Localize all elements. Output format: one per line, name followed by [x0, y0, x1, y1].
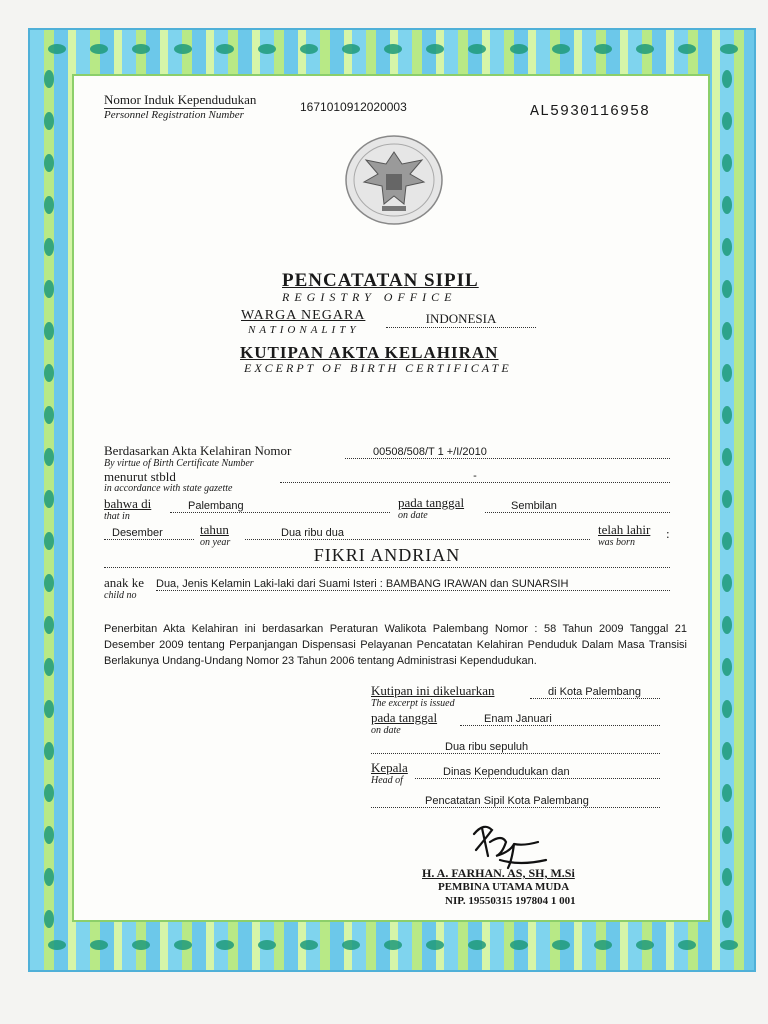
- border-ornament: [90, 44, 108, 54]
- border-ornament: [174, 940, 192, 950]
- border-ornament: [132, 44, 150, 54]
- border-ornament: [722, 406, 732, 424]
- border-ornament: [44, 238, 54, 256]
- birth-year-label: tahun: [200, 522, 229, 537]
- border-ornament: [552, 44, 570, 54]
- birth-date-label-en: on date: [398, 510, 428, 521]
- border-ornament: [44, 490, 54, 508]
- border-ornament: [44, 280, 54, 298]
- border-ornament: [44, 574, 54, 592]
- border-ornament: [636, 44, 654, 54]
- border-ornament: [44, 364, 54, 382]
- office-title: PENCATATAN SIPIL: [282, 270, 479, 291]
- border-ornament: [300, 940, 318, 950]
- border-ornament: [468, 940, 486, 950]
- office-title-en: REGISTRY OFFICE: [282, 290, 457, 304]
- birth-day: Sembilan: [485, 500, 670, 513]
- border-ornament: [48, 44, 66, 54]
- cert-number-label-en: By virtue of Birth Certificate Number: [104, 458, 254, 469]
- border-ornament: [44, 616, 54, 634]
- nik-value: 1671010912020003: [300, 100, 407, 114]
- border-ornament: [636, 940, 654, 950]
- border-ornament: [468, 44, 486, 54]
- border-ornament: [44, 742, 54, 760]
- signatory-rank: PEMBINA UTAMA MUDA: [438, 881, 570, 893]
- border-ornament: [722, 826, 732, 844]
- place-label: bahwa di: [104, 496, 152, 511]
- serial-number: AL5930116958: [530, 103, 651, 120]
- nik-label: Nomor Induk Kependudukan: [104, 92, 257, 107]
- border-ornament: [48, 940, 66, 950]
- issue-date: Enam Januari: [460, 713, 660, 726]
- signatory-nip: NIP. 19550315 197804 1 001: [445, 895, 576, 907]
- border-ornament: [722, 238, 732, 256]
- legal-basis-paragraph: Penerbitan Akta Kelahiran ini berdasarkan Peraturan Walikota Palembang Nomor : 58 Tahun 2009 Tanggal 21 Desember 2009 tentang Perpanjangan Dispensasi Pelayanan Pencatatan Kelahiran Penduduk Dalam Masa Transisi Berlakunya Undang-Undang Nomor 23 Tahun 2006 tentang Administrasi Kependudukan.: [104, 623, 687, 667]
- issued-label-en: The excerpt is issued: [371, 698, 455, 709]
- border-ornament: [678, 44, 696, 54]
- nik-label-en: Personnel Registration Number: [104, 109, 244, 121]
- stbld-value: -: [280, 470, 670, 483]
- border-ornament: [44, 532, 54, 550]
- child-no-label-en: child no: [104, 590, 137, 601]
- border-ornament: [342, 940, 360, 950]
- birth-month: Desember: [104, 527, 194, 540]
- issued-label: Kutipan ini dikeluarkan: [371, 683, 495, 698]
- border-ornament: [594, 44, 612, 54]
- border-ornament: [216, 44, 234, 54]
- border-ornament: [44, 826, 54, 844]
- border-ornament: [258, 940, 276, 950]
- border-ornament: [722, 322, 732, 340]
- border-ornament: [44, 112, 54, 130]
- cert-number-value: 00508/508/T 1 +/I/2010: [345, 446, 670, 459]
- garuda-seal-icon: [344, 134, 444, 226]
- head-label-en: Head of: [371, 775, 403, 786]
- cert-number-label: Berdasarkan Akta Kelahiran Nomor: [104, 443, 292, 458]
- border-ornament: [44, 910, 54, 928]
- nationality-label: WARGA NEGARA: [241, 308, 366, 323]
- border-ornament: [552, 940, 570, 950]
- border-ornament: [384, 940, 402, 950]
- border-ornament: [722, 70, 732, 88]
- border-ornament: [722, 868, 732, 886]
- issue-date-label: pada tanggal: [371, 710, 438, 725]
- border-ornament: [510, 44, 528, 54]
- document-title: KUTIPAN AKTA KELAHIRAN: [240, 343, 499, 362]
- child-name: FIKRI ANDRIAN: [104, 545, 670, 568]
- border-ornament: [426, 940, 444, 950]
- border-ornament: [722, 616, 732, 634]
- child-details: Dua, Jenis Kelamin Laki-laki dari Suami Isteri : BAMBANG IRAWAN dan SUNARSIH: [156, 578, 670, 591]
- border-ornament: [132, 940, 150, 950]
- border-ornament: [722, 532, 732, 550]
- border-ornament: [44, 322, 54, 340]
- border-ornament: [722, 574, 732, 592]
- border-ornament: [510, 940, 528, 950]
- border-ornament: [342, 44, 360, 54]
- border-ornament: [594, 940, 612, 950]
- border-ornament: [426, 44, 444, 54]
- border-ornament: [44, 70, 54, 88]
- border-ornament: [44, 658, 54, 676]
- border-ornament: [44, 154, 54, 172]
- border-ornament: [722, 784, 732, 802]
- border-ornament: [44, 700, 54, 718]
- stbld-label-en: in accordance with state gazette: [104, 483, 233, 494]
- border-ornament: [216, 940, 234, 950]
- signatory-name: H. A. FARHAN. AS, SH, M.Si: [422, 866, 575, 880]
- border-ornament: [678, 940, 696, 950]
- border-ornament: [722, 280, 732, 298]
- border-ornament: [300, 44, 318, 54]
- border-ornament: [44, 196, 54, 214]
- border-ornament: [722, 112, 732, 130]
- border-ornament: [720, 44, 738, 54]
- border-ornament: [258, 44, 276, 54]
- head-label: Kepala: [371, 760, 408, 775]
- nationality-value: INDONESIA: [386, 311, 536, 328]
- birth-year: Dua ribu dua: [245, 527, 590, 540]
- stbld-label: menurut stbld: [104, 469, 176, 484]
- born-label-en: was born: [598, 537, 635, 548]
- border-ornament: [722, 742, 732, 760]
- border-ornament: [90, 940, 108, 950]
- place-label-en: that in: [104, 511, 130, 522]
- head-office-line-1: Dinas Kependudukan dan: [415, 766, 660, 779]
- border-ornament: [174, 44, 192, 54]
- border-ornament: [44, 868, 54, 886]
- issue-year: Dua ribu sepuluh: [371, 741, 660, 754]
- border-ornament: [720, 940, 738, 950]
- border-ornament: [44, 784, 54, 802]
- child-no-label: anak ke: [104, 575, 145, 590]
- border-ornament: [722, 448, 732, 466]
- border-ornament: [722, 910, 732, 928]
- border-ornament: [384, 44, 402, 54]
- born-label: telah lahir: [598, 522, 651, 537]
- border-ornament: [722, 700, 732, 718]
- border-ornament: [44, 406, 54, 424]
- issued-place: di Kota Palembang: [530, 686, 660, 699]
- birth-date-label: pada tanggal: [398, 495, 465, 510]
- border-ornament: [722, 658, 732, 676]
- birth-place: Palembang: [170, 500, 390, 513]
- border-ornament: [44, 448, 54, 466]
- border-ornament: [722, 364, 732, 382]
- birth-year-label-en: on year: [200, 537, 231, 548]
- border-ornament: [722, 196, 732, 214]
- nationality-label-en: NATIONALITY: [248, 324, 360, 336]
- head-office-line-2: Pencatatan Sipil Kota Palembang: [371, 795, 660, 808]
- issue-date-label-en: on date: [371, 725, 401, 736]
- border-ornament: [722, 490, 732, 508]
- document-title-en: EXCERPT OF BIRTH CERTIFICATE: [244, 361, 512, 375]
- border-ornament: [722, 154, 732, 172]
